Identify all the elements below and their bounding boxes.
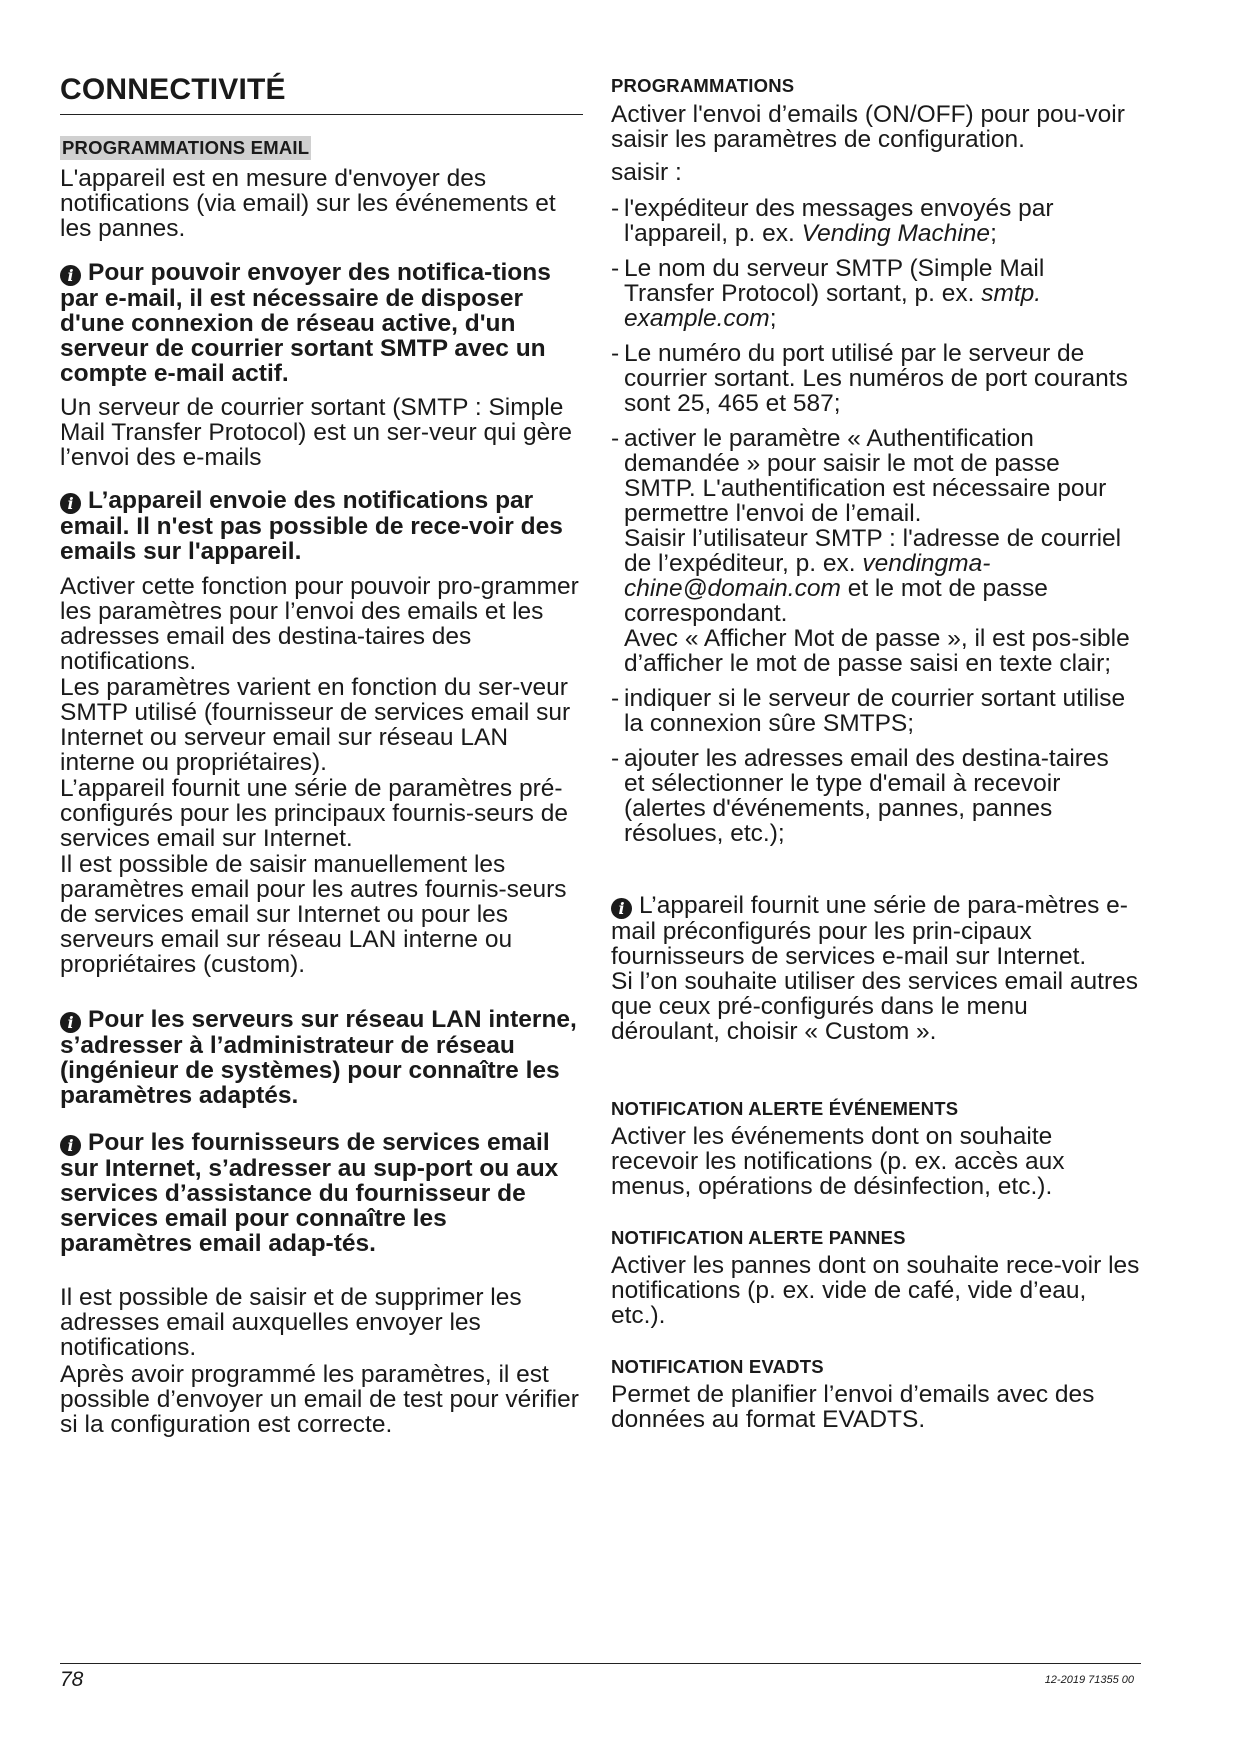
list-item: - activer le paramètre « Authentification demandée » pour saisir le mot de passe SMTP. L'authentification est nécessaire pour permettre l'envoi de l’email. Saisir l’utilisateur SMTP : l'adresse de courriel de l’expéditeur, p. ex. vendingma-chine@domain.com et le mot de passe correspondant. Avec « Afficher Mot de passe », il est pos-sible d’afficher le mot de passe saisi en texte clair; — [611, 426, 1136, 676]
list-item: - Le nom du serveur SMTP (Simple Mail Transfer Protocol) sortant, p. ex. smtp. example.com; — [611, 256, 1136, 331]
faults-paragraph: Activer les pannes dont on souhaite rece-voir les notifications (p. ex. vide de café, vide d’eau, etc.). — [611, 1252, 1140, 1329]
manual-entry-paragraph: Il est possible de saisir manuellement les paramètres email pour les autres fournis-seurs de services email sur Internet ou pour les serveurs email sur réseau LAN interne ou propriétaires (custom). — [60, 851, 567, 978]
info-icon: i — [60, 493, 81, 514]
info-icon: i — [611, 898, 632, 919]
subhead-programmations: PROGRAMMATIONS — [611, 75, 795, 96]
info-icon: i — [60, 265, 81, 286]
test-email-paragraph: Après avoir programmé les paramètres, il est possible d’envoyer un email de test pour vérifier si la configuration est correcte. — [60, 1361, 579, 1438]
evadts-paragraph: Permet de planifier l’envoi d’emails avec des données au format EVADTS. — [611, 1381, 1095, 1433]
note-smtp-requirement: i Pour pouvoir envoyer des notifica-tions par e-mail, il est nécessaire de disposer d'une connexion de réseau active, d'un serveur de courrier sortant SMTP avec un compte e-mail actif. — [60, 259, 551, 387]
title-divider — [60, 114, 583, 115]
note-lan-admin: i Pour les serveurs sur réseau LAN interne, s’adresser à l’administrateur de réseau (ingénieur de systèmes) pour connaître les paramètres adaptés. — [60, 1006, 577, 1109]
activate-function-paragraph: Activer cette fonction pour pouvoir pro-grammer les paramètres pour l’envoi des emails et les adresses email des destina-taires des notifications. — [60, 573, 579, 675]
subhead-notification-events: NOTIFICATION ALERTE ÉVÉNEMENTS — [611, 1098, 959, 1119]
parameters-vary-paragraph: Les paramètres varient en fonction du ser-veur SMTP utilisé (fournisseur de services email sur Internet ou serveur email sur réseau LAN interne ou propriétaires). — [60, 674, 571, 776]
note-internet-provider: i Pour les fournisseurs de services email sur Internet, s’adresser au sup-port ou aux services d’assistance du fournisseur de services email pour connaître les paramètres email adap-tés. — [60, 1129, 559, 1257]
page-number: 78 — [60, 1668, 84, 1691]
activate-sending-paragraph: Activer l'envoi d’emails (ON/OFF) pour pou-voir saisir les paramètres de configuration. — [611, 101, 1125, 153]
subhead-programmations-email: PROGRAMMATIONS EMAIL — [62, 137, 310, 158]
events-paragraph: Activer les événements dont on souhaite recevoir les notifications (p. ex. accès aux menus, opérations de désinfection, etc.). — [611, 1123, 1065, 1200]
note-preconfigured-params: i L’appareil fournit une série de para-mètres e-mail préconfigurés pour les prin-cipaux fournisseurs de services e-mail sur Internet. Si l’on souhaite utiliser des services email autres que ceux pré-configurés dans le menu déroulant, choisir « Custom ». — [611, 892, 1138, 1045]
list-item: - indiquer si le serveur de courrier sortant utilise la connexion sûre SMTPS; — [611, 686, 1136, 736]
document-code: 12-2019 71355 00 — [1044, 1674, 1134, 1686]
preconfigured-paragraph: L’appareil fournit une série de paramètres pré-configurés pour les principaux fournis-seurs de services email sur Internet. — [60, 775, 568, 852]
add-remove-addresses-paragraph: Il est possible de saisir et de supprimer les adresses email auxquelles envoyer les notifications. — [60, 1284, 522, 1361]
list-item: - ajouter les adresses email des destina-taires et sélectionner le type d'email à recevoir (alertes d'événements, pannes, pannes résolues, etc.); — [611, 746, 1136, 846]
list-item: - l'expéditeur des messages envoyés par l'appareil, p. ex. Vending Machine; — [611, 196, 1136, 246]
smtp-definition-paragraph: Un serveur de courrier sortant (SMTP : Simple Mail Transfer Protocol) est un ser-veur qui gère l’envoi des e-mails — [60, 394, 572, 471]
saisir-label: saisir : — [611, 159, 682, 186]
info-icon: i — [60, 1012, 81, 1033]
list-item: - Le numéro du port utilisé par le serveur de courrier sortant. Les numéros de port courants sont 25, 465 et 587; — [611, 341, 1136, 416]
subhead-notification-faults: NOTIFICATION ALERTE PANNES — [611, 1227, 906, 1248]
note-send-only: i L’appareil envoie des notifications par email. Il n'est pas possible de rece-voir des emails sur l'appareil. — [60, 487, 563, 565]
footer-divider — [60, 1663, 1141, 1664]
intro-paragraph: L'appareil est en mesure d'envoyer des notifications (via email) sur les événements et les pannes. — [60, 165, 556, 242]
subhead-notification-evadts: NOTIFICATION EVADTS — [611, 1356, 824, 1377]
info-icon: i — [60, 1135, 81, 1156]
settings-list — [611, 196, 1136, 846]
section-title: CONNECTIVITÉ — [60, 73, 286, 106]
